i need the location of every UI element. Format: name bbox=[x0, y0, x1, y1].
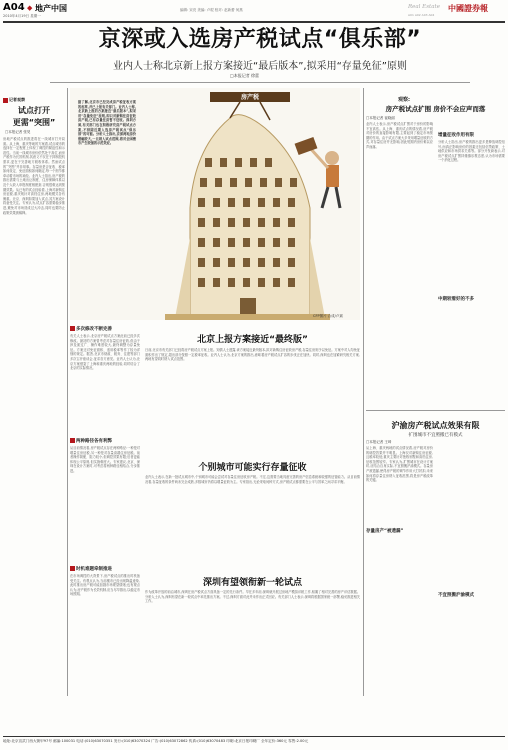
middle-left-column bbox=[70, 320, 140, 696]
headline-rule bbox=[50, 82, 470, 83]
section-english: Real Estate bbox=[408, 4, 440, 10]
left-tag-label: 记者观察 bbox=[9, 97, 25, 102]
sub-headline: 业内人士称北京新上报方案接近“最后版本”,拟采用“存量免征”原则 bbox=[113, 61, 407, 72]
mid-article-3-body: 作为改革开放的前沿城市,深圳在房产税试点方面具备一定的先行条件。早在多年前,深圳就开展过房地产模拟评税工作,积累了相对完善的房产评估数据。分析人士认为,深圳有望在新一轮试点中率先推出方案。不过,深圳方面对此并未作出正式回应。有关部门人士表示,深圳将根据国家统一部署,稳妥推进相关工作。 bbox=[145, 590, 360, 604]
newspaper-logo: 中國證券報 bbox=[448, 3, 488, 13]
middle-right-divider bbox=[363, 88, 364, 696]
right-body-2: 分析人士指出,房产税的推出更多是释放调控信号,而真正影响房价的因素还包括信贷政策、土地供应和市场供求关系等。部分开发商表示,对房产税试点扩围持谨慎乐观态度,认为市场需要一个消化过程。 bbox=[438, 140, 505, 163]
right-tag-1: 增量征收作用有限 bbox=[438, 133, 474, 138]
left-column bbox=[3, 85, 65, 697]
headline-byline: □本报记者 徐蕾 bbox=[230, 73, 260, 78]
mid-article-2-body: 业内人士表示,在新一批试点城市中,个别城市可能会尝试对存量住房征收房产税。不过,这需要当地具备完善的房产信息系统和较强的征管能力。从目前情况看,存量征收的条件尚未完全成熟,多数城市仍将以增量征收为主。专家指出,无论采取何种方式,房产税试点都需要在公平与效率之间寻求平衡。 bbox=[145, 475, 360, 484]
footer-rule bbox=[3, 736, 505, 737]
mid-article-1 bbox=[145, 320, 360, 455]
section2-tag bbox=[70, 438, 112, 444]
right-article-subtitle: 扩围城市不宜照搬已有模式 bbox=[408, 433, 463, 438]
masthead-rule bbox=[3, 21, 505, 23]
left-body: 房地产税试点的推进将在一线城市打开局面。从上海、重庆等地的方案看,试点城市的选择在一定程度上体现了调控的紧迫性和示范性。当前一线城市房价依然处于高位,而房产税作为长效机制,其意义不仅在于抑制投机需求,更在于完善地方税收体系。然而试点的“突围”并非易事。存量房是否征收、税率如何设定、免征面积如何确定,每一个细节都牵动着市场的神经。业内人士指出,房产税的推出需要与土地出让制度、住房保障体系以及个人收入申报制度相配套,否则很难达到预期效果。从已有的试点经验看,上海对新购住房征税,重庆则针对高档住房,两地模式各有侧重。北京、深圳如果加入试点,其方案设计将备受关注。专家认为,试点扩容需要稳步推进,避免对市场造成过大冲击,同时也要防止政策效果被稀释。 bbox=[3, 137, 65, 215]
left-title-line1: 试点打开 bbox=[18, 106, 50, 115]
section1-tag bbox=[70, 326, 112, 332]
section1-tag-label: 多次修改不断完善 bbox=[76, 327, 112, 332]
section2-tag-label: 两种路径各有利弊 bbox=[76, 439, 112, 444]
right-article-tag-1: 存量房产“被遗漏” bbox=[366, 529, 404, 534]
mid-article-2 bbox=[145, 455, 360, 570]
illustration-sign: 房产税 bbox=[240, 94, 259, 101]
right-column bbox=[366, 88, 505, 408]
right-kicker: 观察: bbox=[398, 97, 410, 103]
diamond-icon: ◆ bbox=[27, 4, 33, 12]
illustration-caption: CFP图片 合成/卢斌 bbox=[313, 314, 343, 318]
lead-paragraph: 据了解,北京市已经完成房产税征收方案的起草,并已上报有关部门。业内人士称,北京新上报的方案接近“最后版本”,拟采用“存量免征”原则,即只对新购住房征收房产税,已有存量住房暂不征收。深圳方面,有关部门也在积极研究房产税试点方案,不排除近期入选房产税试点“俱乐部”的可能。分析人士指出,京深两地房价涨幅较大,一旦纳入试点范围,将对全国楼市产生较强的示范效应。 bbox=[78, 100, 136, 146]
pages-note: A01 A02 A03 A04 bbox=[408, 13, 435, 17]
page-number: A04 bbox=[3, 2, 25, 13]
left-title-line2: 更需“突围” bbox=[12, 118, 56, 127]
left-tag bbox=[3, 97, 25, 103]
right-tag-2: 中期较看好的不多 bbox=[438, 297, 474, 302]
main-headline: 京深或入选房产税试点“俱乐部” bbox=[98, 27, 422, 52]
mid-article-3-title: 深圳有望领衔新一轮试点 bbox=[202, 578, 302, 588]
section-name: 地产中国 bbox=[35, 4, 67, 13]
mid-article-2-title: 个别城市可能实行存量征收 bbox=[198, 463, 307, 473]
left-column-divider bbox=[67, 88, 68, 696]
mid-article-1-title: 北京上报方案接近“最终版” bbox=[197, 335, 308, 345]
right-article-body: 从上海、重庆两地的试点情况看,房产税对房价的调控效果并不明显。上海仅对新购住房征税,且税率较低;重庆主要针对独栋别墅和高档住房,征收范围较窄。专家认为,扩围城市在设计方案时,应结合自身实际,不宜照搬沪渝模式。存量房产被遗漏,使得房产税的调节作用大打折扣,未来如何将存量住房纳入征收范围,将是房产税改革的关键。 bbox=[366, 446, 433, 483]
footer-text: 地址:北京宣武门西大街甲97号 邮编:100031 电话:(010)63070351 发行:(010)63070324 广告:(010)63072862 传真:(010)63070483 印刷:北京日报印刷厂 全年定价:360元 零售:2.00元 bbox=[3, 739, 309, 743]
right-byline: □本报记者 崔晓丽 bbox=[366, 116, 395, 120]
masthead-meta: 编辑: 宋亮 美编: 卢琨 校对: 赵新蕾 何燕 bbox=[180, 8, 243, 12]
right-article-byline: □本报记者 王琦 bbox=[366, 440, 392, 444]
section3-tag-label: 时机难题牵制推进 bbox=[76, 567, 112, 572]
right-title: 房产税试点扩围 房价不会应声而落 bbox=[385, 105, 486, 113]
right-article-rule bbox=[366, 410, 505, 411]
section1-body: 有关人士表示,北京房产税试点方案此前已经多次修改。最初的方案曾考虑对存量住房征收,但由于涉及面过广、操作难度较大,最终调整为存量免征。方案还对免征面积、适用税率等作了较为详细的规定。据悉,北京市财政、税务、住建等部门多次召开座谈会,征求各方意见。业内人士认为,北京方案借鉴了上海和重庆两地的经验,同时结合了北京的实际情况。 bbox=[70, 334, 140, 371]
section3-body: 在市场调控的大背景下,房产税试点的推出时机备受关注。有观点认为,当前楼市已经出现降温迹象,此时推出房产税可能加剧市场观望情绪;也有观点认为,房产税作为长效机制,应当尽早推出,以稳定市场预期。 bbox=[70, 574, 140, 597]
masthead bbox=[0, 0, 508, 22]
left-byline: □本报记者 张昊 bbox=[5, 130, 31, 134]
right-article-tag-2: 不宜照搬沪渝模式 bbox=[438, 593, 474, 598]
right-article bbox=[366, 412, 505, 696]
section3-tag bbox=[70, 566, 112, 572]
mid-article-3 bbox=[145, 570, 360, 696]
right-body-1: 业内人士表示,房产税试点扩围对于房价的影响不宜高估。从上海、重庆试点的情况看,房产税对房价的直接影响有限,主要起到了稳定市场预期的作用。由于试点方案大多采用增量征收的方式,对存量住房并无影响,因此短期内房价难以应声而落。 bbox=[366, 122, 433, 149]
date-line: 2010年4月19日 星期一 bbox=[3, 14, 41, 18]
section2-body: 从目前情况看,房产税试点存在两种路径:一种是对增量住房征税,另一种是对存量高端住房征税。前者操作简便、阻力较小,但调控效果有限;后者更能体现公平原则,但实施难度大。专家建议,北京、深圳在设计方案时,可考虑将两种路径相结合,分步推进。 bbox=[70, 446, 140, 473]
right-article-title: 沪渝房产税试点效果有限 bbox=[391, 421, 480, 430]
mid-article-1-body: 日前,北京市有关部门已经将房产税试点方案上报。知情人士透露,该方案接近最终版本,拟对新购住房征收房产税,存量住房则予以免征。方案中对人均免征面积作出了规定,超出部分按照一定税率征收。业内人士认为,北京方案的推出,意味着房产税试点扩容的步伐正在加快。同时,深圳也在加紧研究相关方案,两地有望同时纳入试点范围。 bbox=[145, 348, 360, 362]
